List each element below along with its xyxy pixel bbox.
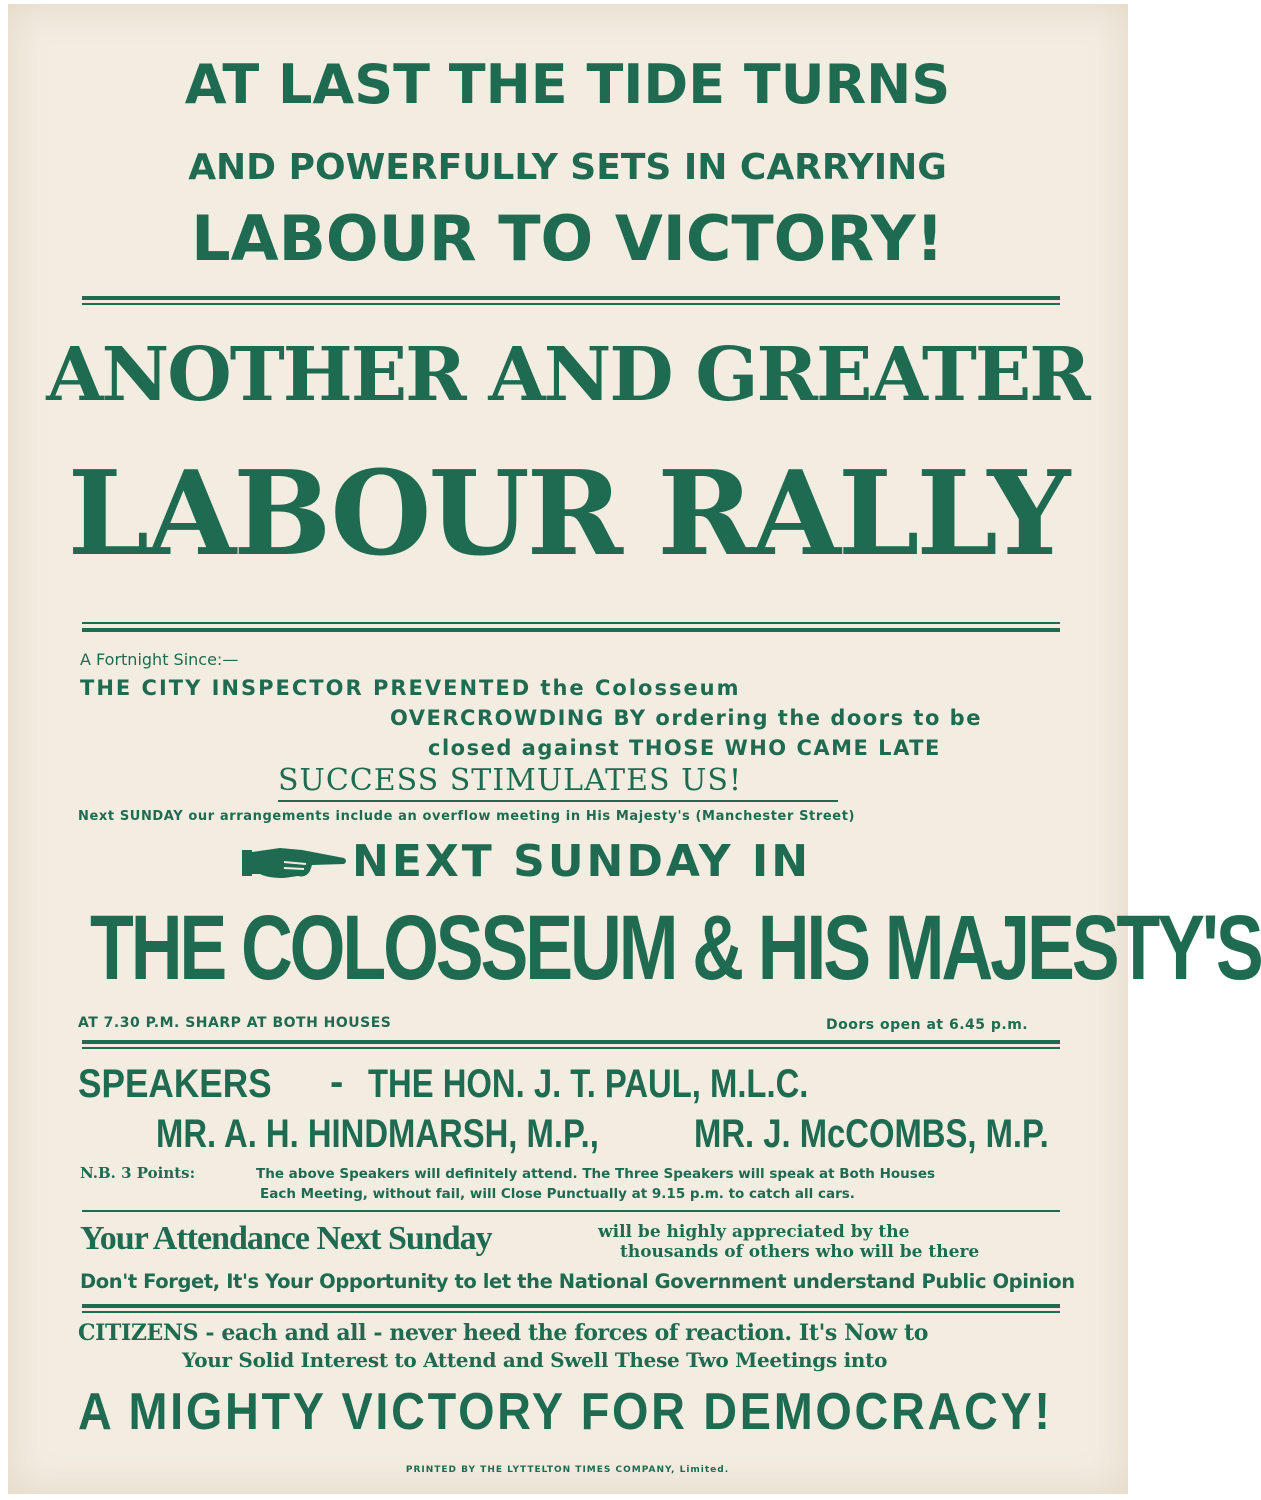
attendance-big: Your Attendance Next Sunday	[80, 1220, 492, 1257]
fortnight-intro: A Fortnight Since:—	[80, 650, 239, 669]
rally-line1: ANOTHER AND GREATER	[46, 332, 1089, 418]
headline-line3: LABOUR TO VICTORY!	[191, 202, 944, 275]
time-left: AT 7.30 P.M. SHARP AT BOTH HOUSES	[78, 1015, 392, 1031]
headline-line2: AND POWERFULLY SETS IN CARRYING	[188, 147, 947, 188]
venue: THE COLOSSEUM & HIS MAJESTY'S	[90, 897, 1261, 999]
finale: A MIGHTY VICTORY FOR DEMOCRACY!	[78, 1383, 1053, 1441]
speakers-separator: -	[330, 1060, 344, 1104]
headline-line1: AT LAST THE TIDE TURNS	[184, 53, 951, 116]
speaker-mccombs: MR. J. McCOMBS, M.P.	[694, 1112, 1049, 1156]
success-underline	[278, 800, 838, 802]
printer-credit: PRINTED BY THE LYTTELTON TIMES COMPANY, Limited.	[405, 1465, 730, 1475]
divider-rule-2	[82, 628, 1060, 632]
next-sunday: NEXT SUNDAY IN	[352, 836, 812, 887]
fortnight-line1: THE CITY INSPECTOR PREVENTED the Colosseum	[80, 676, 741, 700]
speakers-label: SPEAKERS	[78, 1062, 272, 1106]
time-right: Doors open at 6.45 p.m.	[826, 1017, 1029, 1033]
divider-rule-5b	[82, 1311, 1060, 1313]
divider-rule-1b	[82, 303, 1060, 305]
success-line: SUCCESS STIMULATES US!	[278, 763, 743, 798]
arrangements-line: Next SUNDAY our arrangements include an overflow meeting in His Majesty's (Manchester Street)	[78, 809, 856, 824]
citizens-line2: Your Solid Interest to Attend and Swell These Two Meetings into	[182, 1348, 888, 1372]
attendance-small1: will be highly appreciated by the	[598, 1222, 910, 1242]
speaker-hindmarsh: MR. A. H. HINDMARSH, M.P.,	[156, 1112, 599, 1156]
divider-rule-5	[82, 1304, 1060, 1308]
fortnight-line3: closed against THOSE WHO CAME LATE	[428, 736, 941, 760]
divider-rule-1	[82, 296, 1060, 300]
rally-line2: LABOUR RALLY	[67, 446, 1068, 582]
speaker-paul: THE HON. J. T. PAUL, M.L.C.	[368, 1062, 809, 1106]
divider-rule-4	[82, 1210, 1060, 1212]
divider-rule-3	[82, 1040, 1060, 1044]
divider-rule-3b	[82, 1047, 1060, 1049]
pointing-hand-icon	[240, 838, 350, 888]
divider-rule-2a	[82, 622, 1060, 624]
citizens-line1: CITIZENS - each and all - never heed the forces of reaction. It's Now to	[78, 1320, 928, 1346]
notes-line2: Each Meeting, without fail, will Close Punctually at 9.15 p.m. to catch all cars.	[260, 1186, 855, 1202]
notes-label: N.B. 3 Points:	[80, 1164, 196, 1182]
notes-line1: The above Speakers will definitely attend. The Three Speakers will speak at Both Houses	[256, 1166, 936, 1182]
attendance-line2: Don't Forget, It's Your Opportunity to let the National Government understand Public Opinion	[80, 1270, 1075, 1293]
attendance-small2: thousands of others who will be there	[620, 1242, 980, 1262]
fortnight-line2: OVERCROWDING BY ordering the doors to be	[390, 706, 982, 730]
